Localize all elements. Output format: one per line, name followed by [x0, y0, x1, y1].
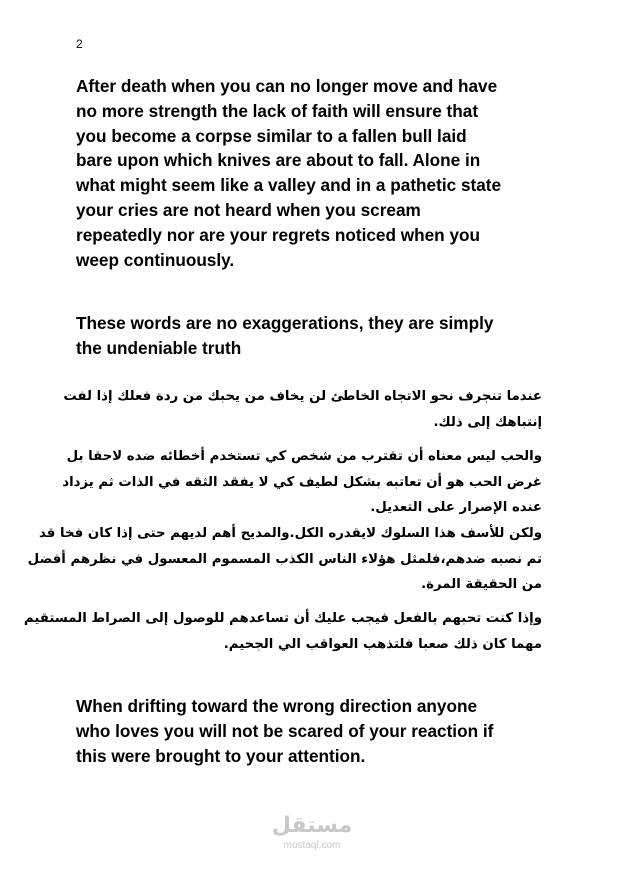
text-line: After death when you can no longer move and have: [76, 76, 498, 96]
watermark-logo: مستقل: [271, 813, 353, 838]
text-line: no more strength the lack of faith will ensure that: [76, 100, 479, 121]
text-line: what might seem like a valley and in a pathetic state: [76, 175, 502, 196]
arabic-paragraph-1: [63, 384, 542, 435]
text-line: repeatedly nor are your regrets noticed when you: [76, 224, 481, 245]
arabic-paragraph-3: [27, 521, 542, 598]
arabic-paragraph-4: [23, 606, 542, 657]
text-line: وإذا كنت تحبهم بالفعل فيجب عليك أن تساعدهم للوصول إلى الصراط المستقيم: [23, 611, 542, 626]
watermark-site: mostaql.com: [283, 840, 341, 851]
text-line: عندما تنجرف نحو الاتجاه الخاطئ لن يخاف من يحبك من ردة فعلك إذا لفت: [63, 389, 542, 404]
english-paragraph-wrong-direction: [76, 694, 546, 768]
text-line: When drifting toward the wrong direction anyone: [76, 696, 478, 716]
text-line: تم نصبه ضدهم،فلمثل هؤلاء الناس الكذب المسموم المعسول في نظرهم أفضل: [27, 551, 542, 567]
page-number: 2: [76, 37, 83, 51]
text-line: والحب ليس معناه أن تقترب من شخص كي تستخدم أخطائه ضده لاحقا بل: [66, 449, 542, 464]
arabic-paragraph-2: [62, 444, 542, 521]
text-line: who loves you will not be scared of your reaction if: [76, 720, 494, 741]
text-line: the undeniable truth: [76, 337, 242, 358]
english-paragraph-after-death: [76, 74, 546, 272]
text-line: غرض الحب هو أن تعاتبه بشكل لطيف كي لا يفقد الثقه في الذات ثم يزداد: [62, 474, 542, 490]
text-line: bare upon which knives are about to fall. Alone in: [76, 150, 481, 171]
text-line: your cries are not heard when you scream: [76, 199, 421, 220]
english-paragraph-undeniable-truth: [76, 311, 546, 361]
text-line: مهما كان ذلك صعبا فلتذهب العواقب الي الجحيم.: [223, 636, 542, 652]
text-line: weep continuously.: [76, 249, 235, 270]
mostaql-watermark: [266, 812, 358, 852]
text-line: من الحقيقة المرة.: [421, 577, 542, 592]
text-line: this were brought to your attention.: [76, 745, 366, 766]
text-line: عنده الإصرار على التعديل.: [370, 500, 542, 515]
text-line: ولكن للأسف هذا السلوك لايقدره الكل.والمديح أهم لديهم حتى إذا كان فخا قد: [38, 526, 542, 541]
text-line: إنتباهك إلى ذلك.: [433, 414, 542, 430]
text-line: you become a corpse similar to a fallen bull laid: [76, 125, 467, 146]
text-line: These words are no exaggerations, they are simply: [76, 313, 494, 333]
